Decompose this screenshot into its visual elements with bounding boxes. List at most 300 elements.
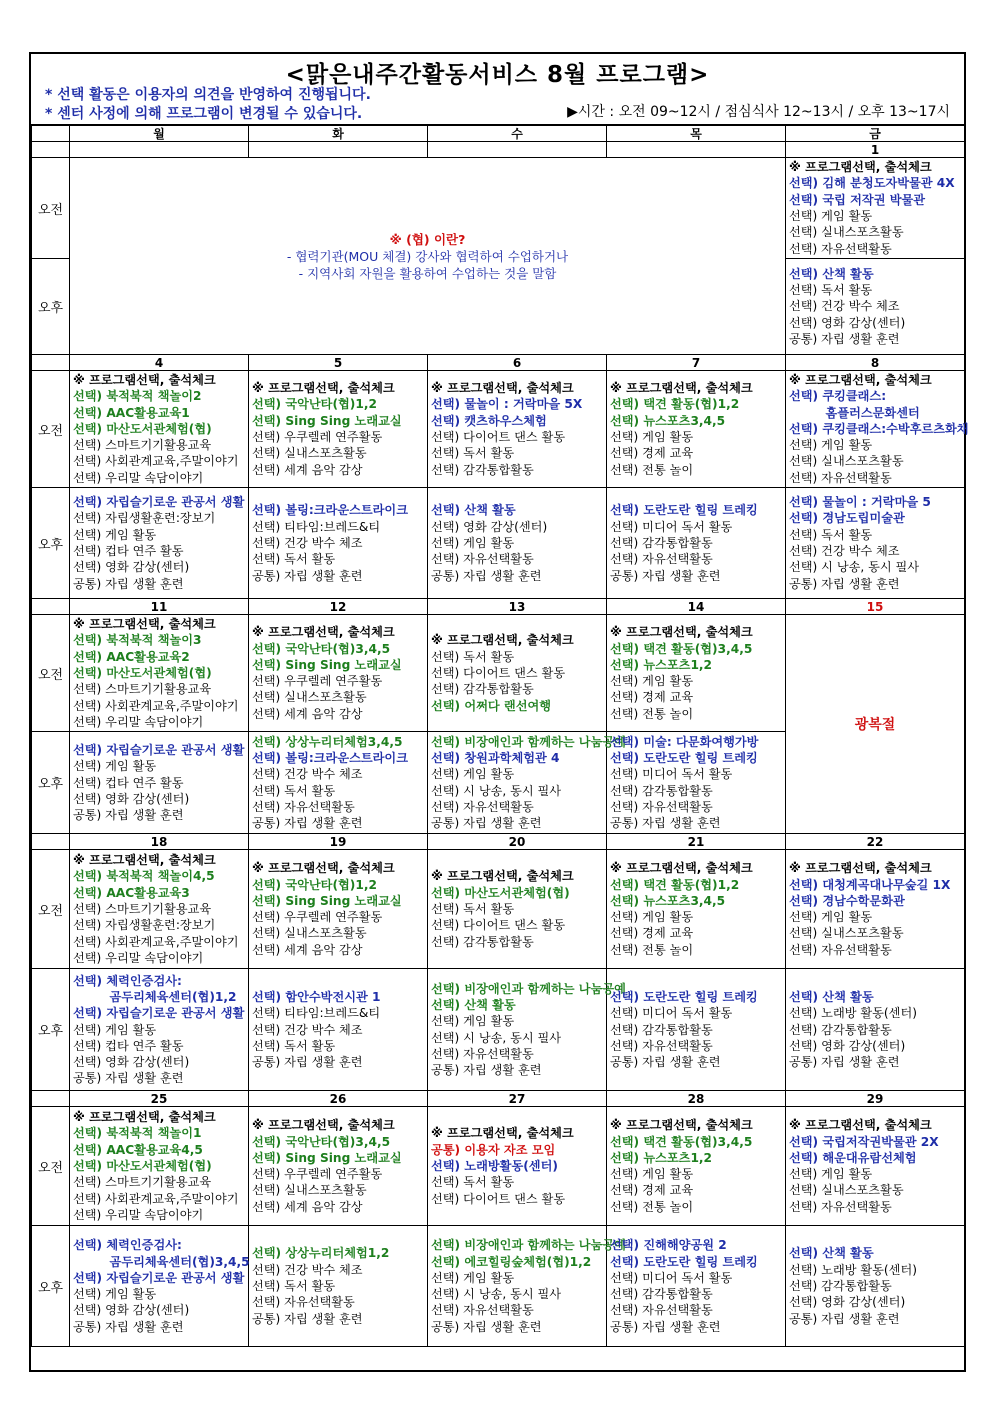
program-item: 선택) 국악난타(협)1,2 (252, 877, 377, 892)
program-list (428, 733, 626, 833)
date-cell (249, 142, 428, 158)
program-item: 선택) 택견 활동(협)3,4,5 (610, 1134, 753, 1149)
program-item: 선택) 물놀이 : 거락마을 5X (431, 397, 583, 412)
program-item: 공통) 자립 생활 훈련 (610, 816, 721, 831)
weekday-thu: 목 (607, 126, 786, 142)
program-item: 선택) 건강 박수 체조 (789, 544, 900, 559)
program-item: 공통) 자립 생활 훈련 (73, 808, 184, 823)
program-item: 선택) 영화 감상(센터) (789, 1038, 906, 1053)
program-list (249, 859, 427, 959)
program-list (249, 623, 427, 723)
program-item: 선택) 산책 활동 (431, 998, 516, 1013)
program-list (607, 988, 785, 1071)
program-cell (428, 371, 607, 488)
program-cell (428, 488, 607, 599)
date-cell (607, 142, 786, 158)
program-item: 선택) 게임 활동 (431, 535, 515, 550)
program-item: 선택) 다이어트 댄스 활동 (431, 665, 566, 680)
program-item: 선택) 게임 활동 (431, 1014, 515, 1029)
program-cell (607, 732, 786, 834)
program-item: 선택) 세계 음악 감상 (252, 942, 363, 957)
morning-label: 오전 (32, 371, 70, 488)
program-item: 선택) 건강 박수 체조 (252, 1022, 363, 1037)
morning-row (32, 850, 965, 969)
program-item: 선택) 상상누리터체험1,2 (252, 1246, 390, 1261)
program-item: 선택) 스마트기기활용교육 (73, 1175, 212, 1190)
program-item: 선택) 세계 음악 감상 (252, 462, 363, 477)
program-item: 선택) 산책 활동 (789, 1246, 874, 1261)
program-item: 선택) 전통 놀이 (610, 706, 694, 721)
date-cell (428, 142, 607, 158)
program-item: 선택) 창원과학체험관 4 (431, 751, 560, 766)
morning-row (32, 1107, 965, 1226)
program-cell (428, 615, 607, 732)
program-item: 선택) 볼링:크라운스트라이크 (252, 751, 408, 766)
program-list (70, 851, 248, 967)
program-item: 선택) 컵타 연주 활동 (73, 1038, 184, 1053)
program-list (70, 1236, 248, 1336)
program-item: 선택) AAC활용교육3 (73, 885, 190, 900)
program-cell (70, 1107, 249, 1226)
program-cell (249, 1107, 428, 1226)
program-cell (249, 371, 428, 488)
info-line: - 협력기관(MOU 체결) 강사와 협력하여 수업하거나 (286, 248, 569, 264)
program-item: 선택) 산책 활동 (789, 989, 874, 1004)
date-cell: 28 (607, 1091, 786, 1107)
program-item: 선택) 북적북적 책놀이2 (73, 389, 202, 404)
program-cell (249, 732, 428, 834)
date-cell: 7 (607, 355, 786, 371)
program-item: 선택) 시 낭송, 동시 필사 (431, 1030, 562, 1045)
program-list (786, 988, 964, 1071)
program-list (786, 371, 969, 487)
program-item: 선택) 자유선택활동 (431, 1303, 534, 1318)
program-item: ※ 프로그램선택, 출석체크 (610, 381, 753, 396)
program-cell (249, 488, 428, 599)
program-item: 공통) 자립 생활 훈련 (610, 1319, 721, 1334)
afternoon-label: 오후 (32, 732, 70, 834)
program-item: 선택) 영화 감상(센터) (73, 1055, 190, 1070)
program-cell (607, 615, 786, 732)
program-list (786, 1244, 964, 1327)
program-list (70, 1108, 248, 1224)
program-item: 선택) 자유선택활동 (252, 1295, 355, 1310)
program-item: 선택) 경제 교육 (610, 690, 694, 705)
program-item: ※ 프로그램선택, 출석체크 (431, 633, 574, 648)
program-cell (607, 1107, 786, 1226)
program-item: 선택) 전통 놀이 (610, 462, 694, 477)
program-item: 선택) 뉴스포츠1,2 (610, 657, 713, 672)
program-item: ※ 프로그램선택, 출석체크 (73, 617, 216, 632)
program-item: ※ 프로그램선택, 출석체크 (73, 373, 216, 387)
program-item: 공통) 자립 생활 훈련 (73, 1319, 184, 1334)
program-item: 선택) 영화 감상(센터) (789, 315, 906, 330)
program-item: 선택) 자립생활훈련:장보기 (73, 511, 216, 526)
afternoon-label: 오후 (32, 1226, 70, 1347)
afternoon-row (32, 969, 965, 1091)
program-list (249, 733, 427, 833)
program-item: 공통) 자립 생활 훈련 (789, 331, 900, 346)
holiday-cell: 광복절 (786, 615, 965, 834)
info-title: ※ (협) 이란? (389, 231, 466, 247)
program-item: 선택) 체력인증검사: (73, 973, 182, 988)
program-item: 공통) 자립 생활 훈련 (252, 568, 363, 583)
program-item: ※ 프로그램선택, 출석체크 (789, 1118, 932, 1133)
program-item: ※ 프로그램선택, 출석체크 (431, 381, 574, 396)
program-item: 선택) 독서 활동 (431, 446, 515, 461)
afternoon-row (32, 488, 965, 599)
program-item: 선택) 게임 활동 (789, 910, 873, 925)
program-cell (786, 1107, 965, 1226)
morning-label: 오전 (32, 158, 70, 259)
morning-label: 오전 (32, 850, 70, 969)
program-cell (607, 488, 786, 599)
program-list (428, 379, 606, 479)
program-item: 선택) 감각통합활동 (610, 535, 713, 550)
program-item: 선택) 게임 활동 (431, 1270, 515, 1285)
program-cell (786, 259, 965, 355)
program-item: 공통) 자립 생활 훈련 (610, 1055, 721, 1070)
program-item: 선택) 자립생활훈련:장보기 (73, 918, 216, 933)
program-item: 선택) 스마트기기활용교육 (73, 438, 212, 453)
program-list (249, 379, 427, 479)
program-item: 선택) 자유선택활동 (610, 1038, 713, 1053)
program-item: 선택) 시 낭송, 동시 필사 (789, 560, 920, 575)
afternoon-label: 오후 (32, 259, 70, 355)
program-item: 선택) 영화 감상(센터) (789, 1295, 906, 1310)
date-cell: 8 (786, 355, 965, 371)
date-row (32, 599, 965, 615)
program-item: 선택) 실내스포츠활동 (789, 926, 904, 941)
program-item: 선택) 영화 감상(센터) (73, 791, 190, 806)
program-item: 선택) 자유선택활동 (252, 799, 355, 814)
program-list (249, 1244, 427, 1327)
date-row (32, 355, 965, 371)
date-row-spacer (32, 834, 70, 850)
program-list (786, 158, 964, 258)
program-item: 공통) 자립 생활 훈련 (252, 816, 363, 831)
program-item: 선택) 감각통합활동 (789, 1022, 892, 1037)
program-cell (428, 969, 626, 1091)
program-item: 선택) 독서 활동 (252, 1279, 336, 1293)
program-item: 선택) 전통 놀이 (610, 942, 694, 957)
program-item: 선택) 미디어 독서 활동 (610, 1270, 733, 1285)
program-item: 선택) 실내스포츠활동 (789, 225, 904, 240)
program-item: 선택) 상상누리터체험3,4,5 (252, 734, 403, 749)
program-item: 선택) 노래방활동(센터) (431, 1159, 558, 1173)
program-item: 선택) 산책 활동 (789, 266, 874, 281)
program-item: 공통) 자립 생활 훈련 (252, 1311, 363, 1326)
program-item: 공통) 자립 생활 훈련 (431, 1063, 542, 1078)
program-item: 선택) 감각통합활동 (610, 1287, 713, 1302)
program-list (607, 1116, 785, 1216)
program-list (607, 623, 785, 723)
program-item: 선택) 전통 놀이 (610, 1199, 694, 1214)
program-list (786, 265, 964, 348)
program-item: ※ 프로그램선택, 출석체크 (431, 869, 574, 884)
program-cell (786, 488, 965, 599)
program-item: 선택) 우리말 속담이야기 (73, 714, 204, 729)
program-item: ※ 프로그램선택, 출석체크 (610, 625, 753, 640)
program-item: 선택) Sing Sing 노래교실 (252, 1150, 402, 1165)
program-item: ※ 프로그램선택, 출석체크 (610, 1118, 753, 1133)
program-item: 선택) 미디어 독서 활동 (610, 1006, 733, 1021)
date-row-spacer (32, 355, 70, 371)
program-item: 선택) 게임 활동 (431, 767, 515, 782)
program-item: 선택) 우쿠렐레 연주활동 (252, 674, 383, 689)
program-item: 선택) 실내스포츠활동 (252, 446, 367, 461)
program-item: 선택) AAC활용교육1 (73, 405, 190, 420)
program-item: 선택) 경제 교육 (610, 446, 694, 461)
date-cell: 1 (786, 142, 965, 158)
program-item: 선택) AAC활용교육2 (73, 649, 190, 664)
program-item: 선택) 김해 분청도자박물관 4X (789, 176, 955, 191)
note-line: * 센터 사정에 의해 프로그램이 변경될 수 있습니다. (45, 106, 363, 122)
program-item: 선택) 자유선택활동 (789, 942, 892, 957)
program-item: 선택) 감각통합활동 (431, 682, 534, 697)
program-item: 선택) 게임 활동 (73, 759, 157, 774)
program-item: 선택) 도란도란 힐링 트레킹 (610, 751, 758, 766)
program-item: 선택) 자유선택활동 (431, 552, 534, 567)
program-cell (786, 158, 965, 259)
program-item: 선택) 스마트기기활용교육 (73, 902, 212, 916)
weekday-header-row (32, 126, 965, 142)
program-item: 선택) 진해해양공원 2 (610, 1238, 727, 1253)
program-cell (70, 615, 249, 732)
program-item: 선택) 감각통합활동 (610, 1022, 713, 1037)
program-cell (786, 850, 965, 969)
program-item: 선택) 마산도서관체험(협) (73, 665, 212, 680)
program-list (249, 1116, 427, 1216)
program-item: 선택) 사회관계교육,주말이야기 (73, 454, 239, 469)
program-item: 선택) 쿠킹클래스:수박후르츠화채 (789, 421, 969, 436)
schedule-table (31, 125, 969, 1347)
program-item: 선택) 대청계곡대나무숲길 1X (789, 877, 951, 892)
program-list (70, 371, 248, 487)
date-cell: 18 (70, 834, 249, 850)
program-item: ※ 프로그램선택, 출석체크 (73, 853, 216, 868)
program-list (70, 493, 248, 593)
program-item: 선택) 자유선택활동 (610, 552, 713, 567)
program-item: 선택) 국립저작권박물관 2X (789, 1134, 939, 1149)
program-item: 선택) 경제 교육 (610, 1183, 694, 1198)
program-list (786, 1116, 964, 1216)
program-item: 선택) 자립슬기로운 관공서 생활 (73, 1006, 245, 1021)
program-list (428, 501, 606, 584)
weekday-tue: 화 (249, 126, 428, 142)
program-item: 선택) 자유선택활동 (610, 799, 713, 814)
program-item: 선택) 비장애인과 함께하는 나눔공예 (431, 981, 626, 996)
program-item: 곰두리체육센터(협)3,4,5 (73, 1254, 250, 1269)
program-item: 선택) 독서 활동 (431, 649, 515, 664)
program-cell (428, 1107, 607, 1226)
program-item: 선택) 자유선택활동 (789, 1199, 892, 1214)
program-item: 선택) 택견 활동(협)1,2 (610, 397, 740, 412)
note-line: * 선택 활동은 이용자의 의견을 반영하여 진행됩니다. (45, 87, 371, 103)
program-item: 선택) 감각통합활동 (610, 783, 713, 798)
program-item: 선택) Sing Sing 노래교실 (252, 657, 402, 672)
program-item: 선택) 택견 활동(협)1,2 (610, 877, 740, 892)
program-cell (428, 732, 626, 834)
program-item: 선택) 건강 박수 체조 (789, 299, 900, 314)
program-item: 선택) 물놀이 : 거락마을 5 (789, 495, 931, 510)
program-item: 선택) 세계 음악 감상 (252, 706, 363, 721)
program-item: 공통) 자립 생활 훈련 (610, 568, 721, 583)
info-line: - 지역사회 자원을 활용하여 수업하는 것을 말함 (298, 265, 557, 281)
program-item: 선택) 자유선택활동 (789, 470, 892, 485)
program-list (70, 615, 248, 731)
program-cell (607, 969, 786, 1091)
program-item: 선택) 독서 활동 (789, 527, 873, 542)
program-cell (607, 371, 786, 488)
date-cell: 26 (249, 1091, 428, 1107)
afternoon-label: 오후 (32, 488, 70, 599)
program-item: 선택) 독서 활동 (431, 902, 515, 916)
program-item: 선택) 경남수학문화관 (789, 893, 905, 908)
program-item: 선택) 노래방 활동(센터) (789, 1262, 917, 1277)
program-item: 선택) 독서 활동 (431, 1175, 515, 1190)
morning-label: 오전 (32, 615, 70, 732)
program-item: 선택) 게임 활동 (73, 1022, 157, 1037)
date-row-spacer (32, 599, 70, 615)
program-item: 공통) 자립 생활 훈련 (431, 816, 542, 831)
program-item: 선택) 자립슬기로운 관공서 생활 (73, 495, 245, 510)
program-item: 선택) 우쿠렐레 연주활동 (252, 1167, 383, 1182)
program-item: 선택) 볼링:크라운스트라이크 (252, 503, 408, 518)
program-item: 선택) 다이어트 댄스 활동 (431, 430, 566, 445)
program-item: 선택) 자유선택활동 (789, 241, 892, 256)
program-item: 공통) 자립 생활 훈련 (789, 1055, 900, 1070)
program-item: 공통) 자립 생활 훈련 (431, 568, 542, 583)
program-list (428, 980, 626, 1080)
program-list (428, 1236, 626, 1336)
program-item: 선택) 영화 감상(센터) (73, 560, 190, 575)
program-item: ※ 프로그램선택, 출석체크 (789, 373, 932, 387)
program-item: 선택) 자유선택활동 (610, 1303, 713, 1318)
program-item: 선택) 국악난타(협)1,2 (252, 397, 377, 412)
program-cell (786, 1226, 965, 1347)
program-list (607, 859, 785, 959)
afternoon-label: 오후 (32, 969, 70, 1091)
program-list (607, 733, 785, 833)
program-cell (70, 969, 249, 1091)
weekday-mon: 월 (70, 126, 249, 142)
morning-row (32, 158, 965, 259)
date-cell: 15 (786, 599, 965, 615)
program-cell (249, 850, 428, 969)
program-item: 선택) 다이어트 댄스 활동 (431, 918, 566, 933)
program-item: 선택) 자립슬기로운 관공서 생활 (73, 742, 245, 757)
program-item: 선택) 세계 음악 감상 (252, 1199, 363, 1214)
program-item: 선택) 미디어 독서 활동 (610, 519, 733, 534)
program-item: 선택) 자립슬기로운 관공서 생활 (73, 1270, 245, 1285)
program-item: 선택) 게임 활동 (610, 910, 694, 925)
date-row (32, 1091, 965, 1107)
program-item: 선택) 컵타 연주 활동 (73, 544, 184, 559)
date-row (32, 834, 965, 850)
program-item: ※ 프로그램선택, 출석체크 (252, 861, 395, 876)
program-item: 선택) 도란도란 힐링 트레킹 (610, 989, 758, 1004)
program-item: ※ 프로그램선택, 출석체크 (610, 861, 753, 876)
date-cell: 22 (786, 834, 965, 850)
program-item: 선택) 마산도서관체험(협) (73, 421, 212, 436)
program-item: 선택) 마산도서관체험(협) (73, 1159, 212, 1173)
program-cell (786, 969, 965, 1091)
program-cell (249, 969, 428, 1091)
program-item: 선택) 게임 활동 (610, 430, 694, 445)
date-cell: 27 (428, 1091, 607, 1107)
date-row (32, 142, 965, 158)
program-item: 선택) 북적북적 책놀이4,5 (73, 869, 215, 884)
program-cell (70, 1226, 249, 1347)
program-item: 선택) 영화 감상(센터) (73, 1303, 190, 1318)
program-item: 선택) 쿠킹클래스: (789, 389, 887, 404)
program-item: ※ 프로그램선택, 출석체크 (431, 1126, 574, 1141)
program-item: 선택) 게임 활동 (610, 674, 694, 689)
date-cell: 5 (249, 355, 428, 371)
date-cell: 25 (70, 1091, 249, 1107)
program-item: 선택) 건강 박수 체조 (252, 535, 363, 550)
program-item: 공통) 이용자 자조 모임 (431, 1142, 556, 1157)
program-item: 선택) 게임 활동 (73, 1287, 157, 1302)
program-item: 선택) 도란도란 힐링 트레킹 (610, 1254, 758, 1269)
date-cell: 29 (786, 1091, 965, 1107)
program-item: 선택) 체력인증검사: (73, 1238, 182, 1253)
date-row-spacer (32, 142, 70, 158)
program-item: 선택) 게임 활동 (610, 1167, 694, 1182)
program-item: 선택) 미술: 다문화여행가방 (610, 734, 759, 749)
program-item: ※ 프로그램선택, 출석체크 (252, 381, 395, 396)
program-item: ※ 프로그램선택, 출석체크 (252, 625, 395, 640)
program-item: 선택) Sing Sing 노래교실 (252, 893, 402, 908)
date-cell: 6 (428, 355, 607, 371)
program-item: 선택) AAC활용교육4,5 (73, 1142, 203, 1157)
program-item: 홈플러스문화센터 (789, 405, 920, 420)
program-list (607, 379, 785, 479)
afternoon-row (32, 1226, 965, 1347)
date-row-spacer (32, 1091, 70, 1107)
program-item: 선택) 우리말 속담이야기 (73, 470, 204, 485)
morning-row (32, 371, 965, 488)
program-item: 선택) 미디어 독서 활동 (610, 767, 733, 782)
program-item: 선택) 뉴스포츠3,4,5 (610, 413, 726, 428)
program-item: 선택) 감각통합활동 (789, 1279, 892, 1293)
program-item: 선택) 비장애인과 함께하는 나눔공예 (431, 1238, 626, 1253)
program-list (786, 859, 964, 959)
program-cell (70, 371, 249, 488)
program-item: 선택) 건강 박수 체조 (252, 1262, 363, 1277)
program-item: 곰두리체육센터(협)1,2 (73, 989, 237, 1004)
program-item: 선택) 실내스포츠활동 (252, 926, 367, 941)
program-item: 선택) 국악난타(협)3,4,5 (252, 1134, 391, 1149)
program-item: 공통) 자립 생활 훈련 (789, 1311, 900, 1326)
program-item: 선택) 비장애인과 함께하는 나눔공예 (431, 734, 626, 749)
program-cell (428, 850, 607, 969)
program-item: 선택) 티타임:브레드&티 (252, 1006, 381, 1021)
program-item: 공통) 자립 생활 훈련 (431, 1319, 542, 1334)
program-item: 선택) 사회관계교육,주말이야기 (73, 934, 239, 949)
program-list (249, 988, 427, 1071)
program-item: 선택) 북적북적 책놀이3 (73, 633, 202, 648)
program-item: 선택) 감각통합활동 (431, 462, 534, 477)
program-item: 공통) 자립 생활 훈련 (252, 1055, 363, 1070)
program-item: 선택) 노래방 활동(센터) (789, 1006, 917, 1021)
program-cell (70, 732, 249, 834)
morning-row (32, 615, 965, 732)
program-item: 선택) 실내스포츠활동 (789, 1183, 904, 1198)
header (31, 54, 964, 125)
date-cell: 13 (428, 599, 607, 615)
